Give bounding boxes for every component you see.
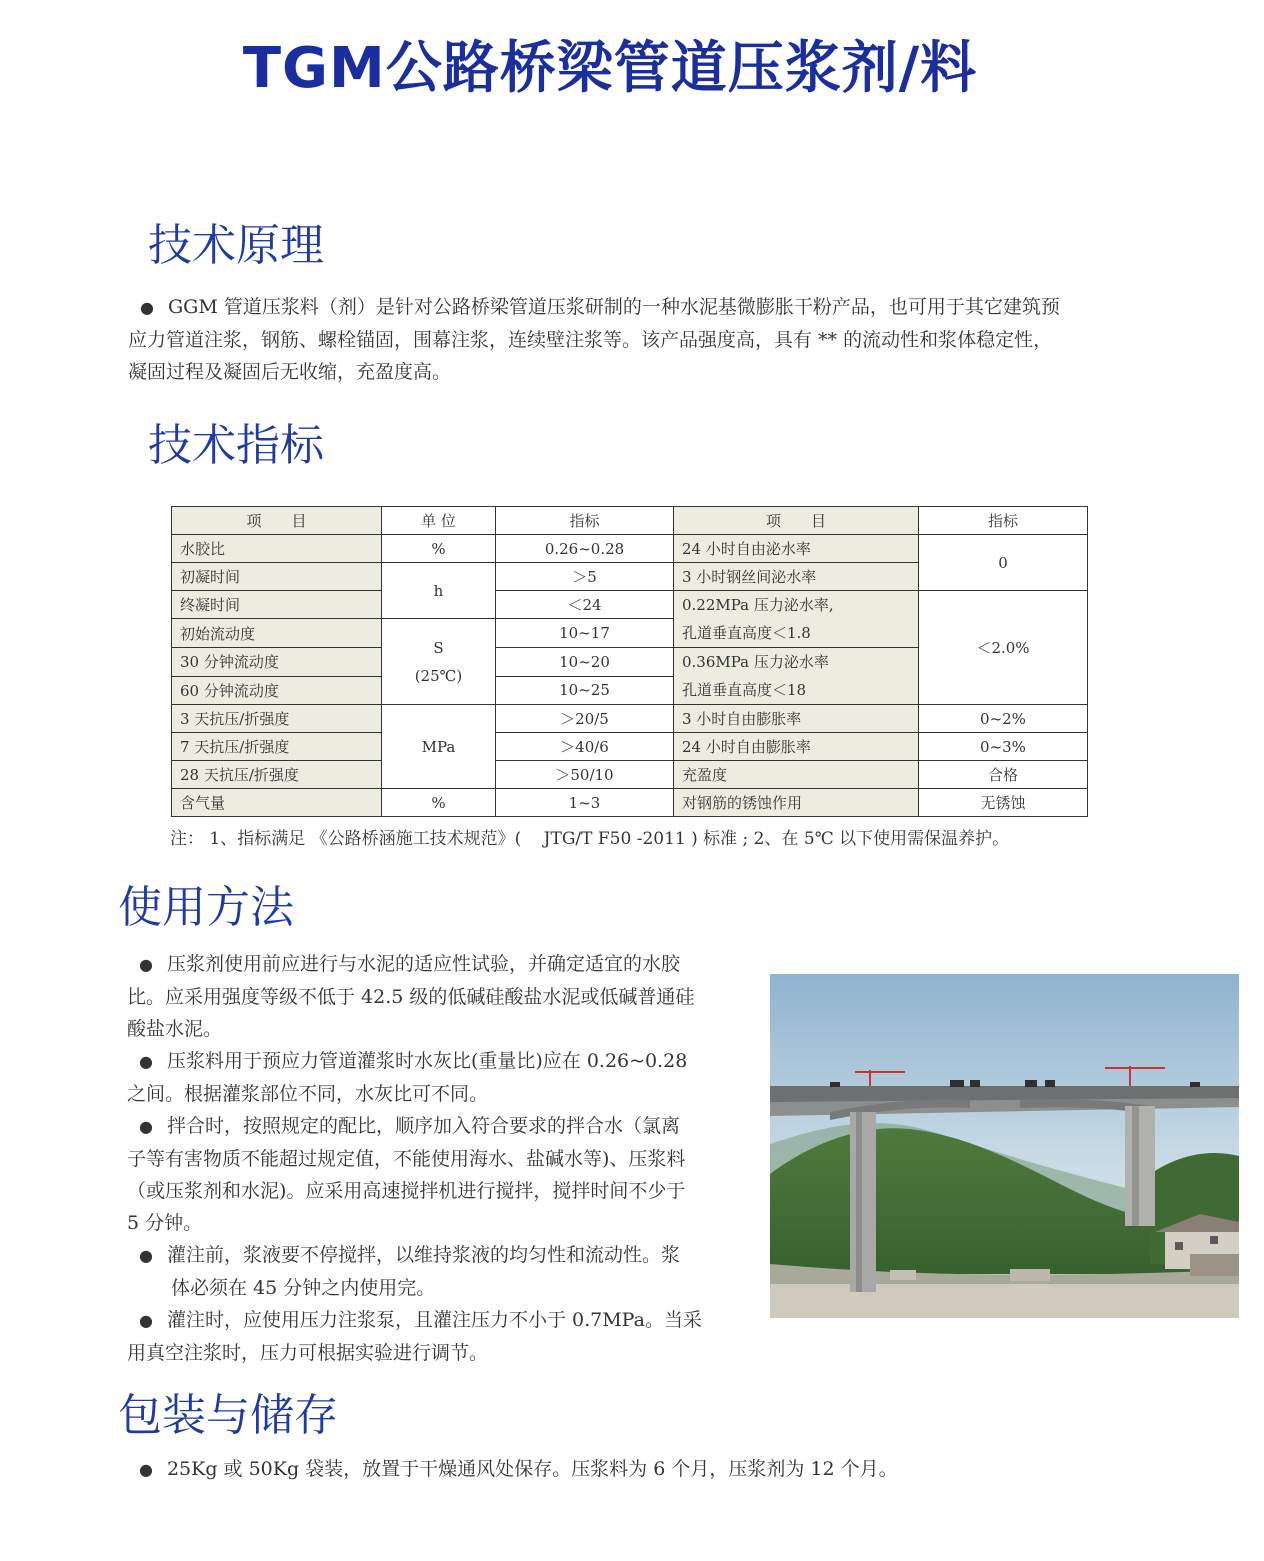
usage-line: 之间。根据灌浆部位不同，水灰比可不同。 (127, 1083, 489, 1105)
usage-line: 压浆料用于预应力管道灌浆时水灰比(重量比)应在 0.26~0.28 (166, 1050, 688, 1072)
table-cell: ＞50/10 (496, 761, 674, 789)
table-cell-line: 0.22MPa 压力泌水率, (682, 596, 834, 614)
table-cell: 60 分钟流动度 (172, 676, 382, 705)
header-value: 指标 (496, 507, 674, 535)
table-header-row (172, 507, 1088, 535)
bullet-icon: ● (139, 1052, 153, 1071)
principle-heading: 技术原理 (148, 220, 324, 271)
header-value-right: 指标 (919, 507, 1088, 535)
table-cell: 1~3 (496, 789, 674, 817)
table-cell: h (382, 563, 496, 619)
table-row (172, 705, 1088, 733)
table-cell: ＞20/5 (496, 705, 674, 733)
bullet-icon: ● (139, 1460, 153, 1479)
usage-line: （或压浆剂和水泥)。应采用高速搅拌机进行搅拌，搅拌时间不少于 (127, 1180, 686, 1202)
usage-line: 比。应采用强度等级不低于 42.5 级的低碱硅酸盐水泥或低碱普通硅 (127, 986, 695, 1008)
table-cell-line: 孔道垂直高度＜18 (682, 681, 807, 699)
header-unit: 单 位 (382, 507, 496, 535)
table-cell: 0~2% (919, 705, 1088, 733)
table-cell: 对钢筋的锈蚀作用 (674, 789, 919, 817)
usage-item (127, 1110, 747, 1143)
usage-line: 子等有害物质不能超过规定值，不能使用海水、盐碱水等)、压浆料 (127, 1148, 686, 1170)
table-cell: MPa (382, 705, 496, 789)
usage-item (127, 1304, 747, 1337)
table-cell: 28 天抗压/折强度 (172, 761, 382, 789)
table-row (172, 761, 1088, 789)
bullet-icon: ● (139, 1117, 153, 1136)
usage-line: 酸盐水泥。 (127, 1018, 223, 1040)
table-cell: 无锈蚀 (919, 789, 1088, 817)
table-cell: 0~3% (919, 733, 1088, 761)
table-cell: 30 分钟流动度 (172, 648, 382, 677)
table-cell: % (382, 789, 496, 817)
table-cell: ＜2.0% (919, 591, 1088, 705)
table-cell: 含气量 (172, 789, 382, 817)
principle-line-1: GGM 管道压浆料（剂）是针对公路桥梁管道压浆研制的一种水泥基微膨胀干粉产品，也可用于其它建筑预 (167, 296, 1060, 318)
bridge-photo (770, 974, 1239, 1318)
table-cell: 24 小时自由泌水率 (674, 535, 919, 563)
table-cell: ＜24 (496, 591, 674, 619)
table-cell: 0.26~0.28 (496, 535, 674, 563)
usage-line: 体必须在 45 分钟之内使用完。 (171, 1277, 436, 1299)
table-cell (674, 591, 919, 648)
usage-item (127, 1239, 747, 1272)
table-cell: ＞40/6 (496, 733, 674, 761)
bullet-icon: ● (139, 955, 153, 974)
usage-line: 灌注时，应使用压力注浆泵，且灌注压力不小于 0.7MPa。当采 (166, 1309, 702, 1331)
principle-line-3: 凝固过程及凝固后无收缩，充盈度高。 (128, 361, 452, 383)
table-cell: 初凝时间 (172, 563, 382, 591)
table-row (172, 789, 1088, 817)
table-cell: 3 小时钢丝间泌水率 (674, 563, 919, 591)
table-cell: 水胶比 (172, 535, 382, 563)
table-cell-line: (25℃) (414, 666, 463, 685)
table-cell-line: S (433, 638, 444, 657)
table-cell: 充盈度 (674, 761, 919, 789)
table-cell: 10~17 (496, 619, 674, 648)
usage-line: 拌合时，按照规定的配比，顺序加入符合要求的拌合水（氯离 (166, 1115, 680, 1137)
bullet-icon: ● (139, 1246, 153, 1265)
table-cell: 0 (919, 535, 1088, 591)
table-cell: 合格 (919, 761, 1088, 789)
table-cell (382, 619, 496, 705)
bullet-icon: ● (139, 1311, 153, 1330)
table-cell: 10~20 (496, 648, 674, 677)
principle-text (128, 291, 1168, 388)
storage-line: 25Kg 或 50Kg 袋装，放置于干燥通风处保存。压浆料为 6 个月，压浆剂为 12 个月。 (166, 1458, 898, 1480)
table-cell: 10~25 (496, 676, 674, 705)
usage-item (127, 948, 747, 981)
principle-line-2: 应力管道注浆，钢筋、螺栓锚固，围幕注浆，连续壁注浆等。该产品强度高，具有 ** 的流动性和浆体稳定性， (128, 329, 1053, 351)
usage-line: 灌注前，浆液要不停搅拌，以维持浆液的均匀性和流动性。浆 (166, 1244, 680, 1266)
table-cell-line: 0.36MPa 压力泌水率 (682, 653, 829, 671)
table-cell-line: 孔道垂直高度＜1.8 (682, 624, 811, 642)
table-note: 注： 1、指标满足 《公路桥涵施工技术规范》( JTG/T F50 -2011 ) 标准 ; 2、在 5℃ 以下使用需保温养护。 (170, 829, 1010, 849)
storage-heading: 包装与储存 (118, 1390, 338, 1441)
usage-line: 压浆剂使用前应进行与水泥的适应性试验，并确定适宜的水胶 (166, 953, 680, 975)
header-item: 项 目 (172, 507, 382, 535)
table-row (172, 535, 1088, 563)
table-cell: 24 小时自由膨胀率 (674, 733, 919, 761)
usage-line: 用真空注浆时，压力可根据实验进行调节。 (127, 1342, 489, 1364)
usage-text (127, 948, 747, 1369)
usage-heading: 使用方法 (118, 882, 294, 933)
table-cell: % (382, 535, 496, 563)
table-cell (674, 648, 919, 705)
specs-heading: 技术指标 (148, 420, 324, 471)
page-title: TGM公路桥梁管道压浆剂/料 (242, 36, 978, 101)
table-cell: 3 小时自由膨胀率 (674, 705, 919, 733)
table-cell: 初始流动度 (172, 619, 382, 648)
spec-table (171, 506, 1088, 817)
table-cell: 终凝时间 (172, 591, 382, 619)
table-cell: 7 天抗压/折强度 (172, 733, 382, 761)
header-item-right: 项 目 (674, 507, 919, 535)
table-cell: 3 天抗压/折强度 (172, 705, 382, 733)
usage-line: 5 分钟。 (127, 1212, 203, 1234)
table-row (172, 591, 1088, 619)
table-cell: ＞5 (496, 563, 674, 591)
table-row (172, 733, 1088, 761)
storage-text (127, 1453, 898, 1486)
usage-item (127, 1045, 747, 1078)
bullet-icon: ● (140, 298, 154, 317)
